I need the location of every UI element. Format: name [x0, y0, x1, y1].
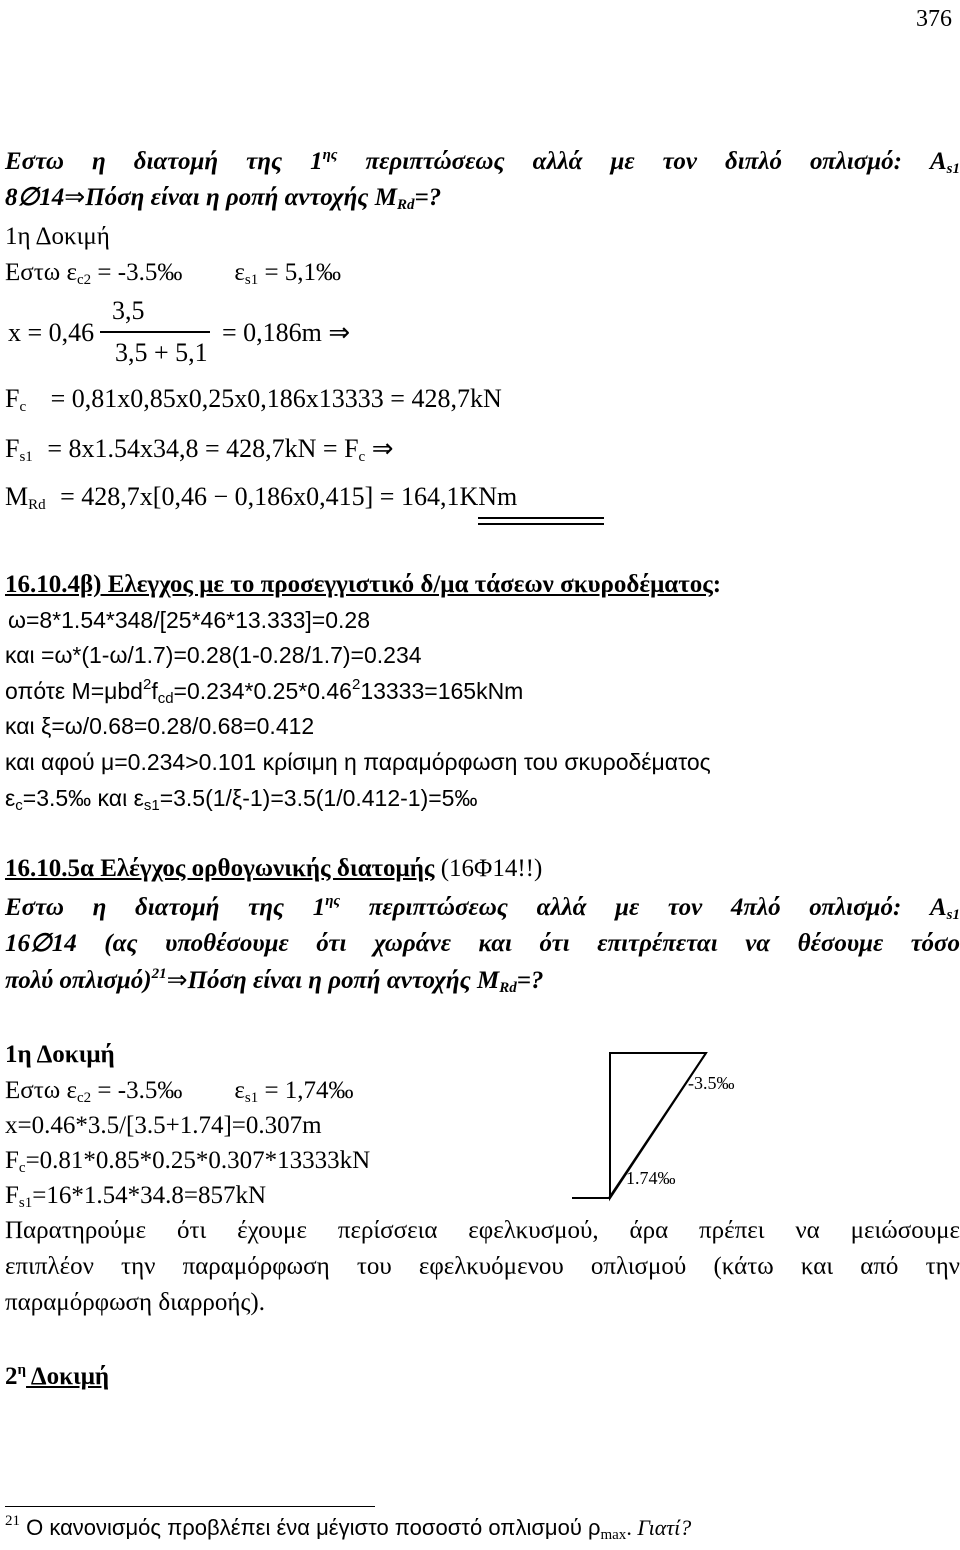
- double-underline-bottom: [478, 523, 604, 525]
- sec5a-strain-line: Εστω $\varepsilon_{c2}$ = -3.5‰ $\varepsilon_{s1}$ = 1,74‰: [5, 1077, 354, 1106]
- sec5a-trial1-title: 1η Δοκιμή: [5, 1041, 115, 1068]
- case1-eq-fs: $F_{s1} = 8x1.54x34,8 = 428,7kN = F_c$ ⇒: [5, 434, 394, 465]
- diagram-label-bottom: 1.74‰: [626, 1168, 676, 1188]
- para-line-1: Παρατηρούμε ότι έχουμε περίσσεια εφελκυσμού, άρα πρέπει να μειώσουμε: [5, 1217, 960, 1244]
- sec5a-line-x: x=0.46*3.5/[3.5+1.74]=0.307m: [5, 1112, 322, 1139]
- diagram-label-top: -3.5‰: [688, 1073, 735, 1093]
- implies-arrow-icon: ⇒: [166, 967, 188, 994]
- case1-eq-mrd: $M_{Rd} = 428,7x[0,46 - 0,186x0,415] = 164,1KNm$: [5, 482, 518, 513]
- implies-arrow-icon: ⇒: [371, 434, 394, 463]
- sec5a-statement-line2: 16∅14 (ας υποθέσουμε ότι χωράνε και ότι επιτρέπεται να θέσουμε τόσο: [5, 930, 960, 957]
- sec4b-line-mu: και =ω*(1-ω/1.7)=0.28(1-0.28/1.7)=0.234: [5, 642, 422, 668]
- strain-diagram-tension: [570, 1050, 790, 1210]
- footnote-ref: 21: [151, 966, 167, 982]
- footnote-number: 21: [5, 1513, 20, 1529]
- diameter-symbol: ∅: [30, 930, 52, 957]
- section-5a-heading: 16.10.5α Ελέγχος ορθογωνικής διατομής (16Φ14!!): [5, 855, 543, 882]
- mrd-result: 164,1KNm: [400, 482, 518, 511]
- sec4b-line-critical: και αφού μ=0.234>0.101 κρίσιμη η παραμόρφωση του σκυροδέματος: [5, 749, 711, 775]
- case1-strain-line: Εστω $\varepsilon_{c2}$ = -3.5‰ $\varepsilon_{s1}$ = 5,1‰: [5, 259, 342, 288]
- sec5a-line-fc: $F_c=0.81*0.85*0.25*0.307*13333kN$: [5, 1147, 371, 1176]
- fraction-denominator: 3,5 + 5,1: [115, 338, 208, 367]
- case1-eq-fc: $F_c = 0,81x0,85x0,25x0,186x13333 = 428,7kN$: [5, 384, 502, 415]
- case1-statement-line1: Εστω η διατομή της $1^{\eta\varsigma}$ περιπτώσεως αλλά με τον διπλό οπλισμό: $A_{s1}$: [5, 147, 960, 177]
- fraction-numerator: 3,5: [112, 296, 145, 325]
- section-4b-heading: 16.10.4β) Ελεγχος με το προσεγγιστικό δ/μα τάσεων σκυροδέματος:: [5, 571, 722, 598]
- footnote: $^{21}$ Ο κανονισμός προβλέπει ένα μέγιστο ποσοστό οπλισμού $\rho_{max}$. Γιατί?: [5, 1513, 692, 1543]
- sec4b-line-omega: ω=8*1.54*348/[25*46*13.333]=0.28: [8, 607, 371, 633]
- para-line-3: παραμόρφωση διαρροής).: [5, 1289, 265, 1316]
- sec4b-line-strains: $\varepsilon_c=3.5‰$ και $\varepsilon_{s1}=3.5(1/\xi-1)=3.5(1/0.412-1)=5‰$: [5, 785, 478, 814]
- case1-statement-line2: 8∅14⇒Πόση είναι η ροπή αντοχής $M_{Rd}=$?: [5, 184, 442, 213]
- implies-arrow-icon: ⇒: [328, 318, 351, 347]
- implies-arrow-icon: ⇒: [64, 184, 86, 211]
- para-line-2: επιπλέον την παραμόρφωση του εφελκυόμενου οπλισμού (κάτω και από την: [5, 1253, 960, 1280]
- sec4b-line-xi: και ξ=ω/0.68=0.28/0.68=0.412: [5, 713, 315, 739]
- sec5a-trial2-title: $2^\eta$ Δοκιμή: [5, 1362, 110, 1390]
- page-number: 376: [916, 6, 952, 32]
- sec4b-line-moment: οπότε $M=\mu bd^2f_{cd}=0.234*0.25*0.46^213333=165kNm$: [5, 676, 524, 707]
- sec5a-statement-line1: Εστω η διατομή της $1^{\eta\varsigma}$ περιπτώσεως αλλά με τον 4πλό οπλισμό: $A_{s1}$: [5, 893, 960, 923]
- fraction-bar: [100, 331, 210, 333]
- sec5a-line-fs: $F_{s1}=16*1.54*34.8=857kN$: [5, 1182, 267, 1211]
- footnote-rule: [5, 1506, 375, 1507]
- case1-trial-title: 1η Δοκιμή: [5, 223, 110, 250]
- double-underline-top: [478, 517, 604, 519]
- diameter-symbol: ∅: [17, 184, 40, 211]
- sec5a-statement-line3: πολύ οπλισμό)$^{21}$⇒Πόση είναι η ροπή αντοχής $M_{Rd}=$?: [5, 966, 544, 996]
